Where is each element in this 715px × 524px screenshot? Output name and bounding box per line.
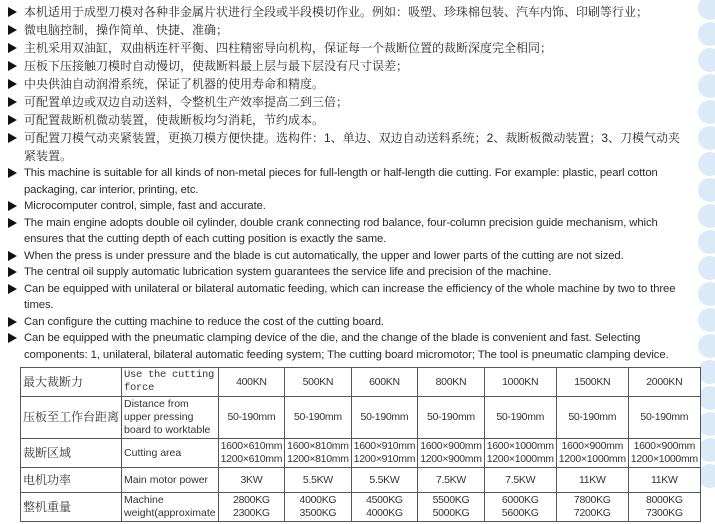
- feature-item: [6, 281, 692, 314]
- spec-value: 11KW: [628, 468, 700, 493]
- feature-item: [6, 75, 692, 93]
- feature-item: [6, 264, 692, 281]
- feature-item: [6, 39, 692, 57]
- triangle-bullet-icon: [8, 115, 17, 125]
- triangle-bullet-icon: [8, 168, 17, 178]
- spec-value: 1600×900mm 1200×900mm: [418, 439, 485, 468]
- spec-value: 500KN: [285, 368, 352, 397]
- feature-text: The main engine adopts double oil cylinder, double crank connecting rod balance, four-column precision guide mechanism, which ensures that the cutting depth of each cutting position is exactly the same.: [24, 216, 658, 245]
- feature-item: [6, 215, 692, 248]
- feature-item: [6, 248, 692, 265]
- spec-label-cn: 电机功率: [21, 468, 122, 493]
- spec-value: 4000KG 3500KG: [285, 493, 352, 522]
- spec-value: 5500KG 5000KG: [418, 493, 485, 522]
- feature-text: Can be equipped with the pneumatic clamping device of the die, and the change of the blade is convenient and fast. Selecting components: 1, unilateral, bilateral automatic feeding system; The cutting board micromotor; The tool is pneumatic clamping device.: [24, 332, 669, 361]
- decorative-circle: [698, 126, 715, 150]
- spec-value: 50-190mm: [418, 397, 485, 439]
- spec-table: [20, 367, 701, 522]
- feature-text: 主机采用双油缸，双曲柄连杆平衡、四柱精密导向机构，保证每一个裁断位置的裁断深度完全相同；: [24, 41, 553, 55]
- spec-value: 1500KN: [556, 368, 628, 397]
- spec-value: 50-190mm: [484, 397, 556, 439]
- feature-item: [6, 111, 692, 129]
- spec-value: 7800KG 7200KG: [556, 493, 628, 522]
- table-row: [21, 468, 701, 493]
- triangle-bullet-icon: [8, 251, 17, 261]
- decorative-circle: [698, 0, 715, 20]
- decorative-circle: [698, 256, 715, 280]
- triangle-bullet-icon: [8, 133, 17, 143]
- decorative-circle: [698, 178, 715, 202]
- feature-item: [6, 198, 692, 215]
- spec-value: 50-190mm: [285, 397, 352, 439]
- feature-text: 可配置刀模气动夹紧装置，更换刀模方便快捷。选构件：1、单边、双边自动送料系统；2、裁断板微动装置；3、刀模气动夹紧装置。: [24, 131, 681, 163]
- feature-item: [6, 57, 692, 75]
- spec-value: 5.5KW: [351, 468, 418, 493]
- feature-text: 微电脑控制，操作简单、快捷、准确；: [24, 23, 229, 37]
- feature-text: 可配置裁断机微动装置，使裁断板均匀消耗，节约成本。: [24, 113, 325, 127]
- spec-value: 2000KN: [628, 368, 700, 397]
- decorative-circle: [698, 282, 715, 306]
- triangle-bullet-icon: [8, 317, 17, 327]
- feature-item: [6, 3, 692, 21]
- feature-item: [6, 330, 692, 363]
- decorative-circle: [698, 230, 715, 254]
- spec-value: 11KW: [556, 468, 628, 493]
- decorative-circle: [698, 308, 715, 332]
- spec-value: 600KN: [351, 368, 418, 397]
- spec-value: 1600×810mm 1200×810mm: [285, 439, 352, 468]
- feature-text: 可配置单边或双边自动送料，令整机生产效率提高二到三倍；: [24, 95, 349, 109]
- spec-label-cn: 最大裁断力: [21, 368, 122, 397]
- decorative-circle: [698, 204, 715, 228]
- triangle-bullet-icon: [8, 201, 17, 211]
- triangle-bullet-icon: [8, 79, 17, 89]
- spec-value: 1600×900mm 1200×1000mm: [628, 439, 700, 468]
- triangle-bullet-icon: [8, 7, 17, 17]
- feature-text: The central oil supply automatic lubrication system guarantees the service life and precision of the machine.: [24, 266, 552, 278]
- triangle-bullet-icon: [8, 284, 17, 294]
- decorative-circle: [698, 100, 715, 124]
- spec-value: 5.5KW: [285, 468, 352, 493]
- feature-text: Microcomputer control, simple, fast and accurate.: [24, 200, 266, 212]
- triangle-bullet-icon: [8, 43, 17, 53]
- feature-text: Can be equipped with unilateral or bilateral automatic feeding, which can increase the efficiency of the whole machine by two to three times.: [24, 282, 676, 311]
- spec-value: 3KW: [218, 468, 285, 493]
- feature-item: [6, 165, 692, 198]
- feature-text: Can configure the cutting machine to reduce the cost of the cutting board.: [24, 315, 384, 328]
- decorative-circle: [698, 334, 715, 358]
- spec-label-en: Main motor power: [122, 468, 219, 493]
- spec-value: 1600×610mm 1200×610mm: [218, 439, 285, 468]
- triangle-bullet-icon: [8, 61, 17, 71]
- feature-item: [6, 314, 692, 331]
- spec-value: 8000KG 7300KG: [628, 493, 700, 522]
- spec-label-cn: 整机重量: [21, 493, 122, 522]
- feature-text: 本机适用于成型刀模对各种非金属片状进行全段或半段模切作业。例如：吸塑、珍珠棉包装、汽车内饰、印刷等行业；: [24, 5, 649, 19]
- spec-value: 7.5KW: [418, 468, 485, 493]
- table-row: [21, 493, 701, 522]
- feature-text: This machine is suitable for all kinds of non-metal pieces for full-length or half-length die cutting. For example: plastic, pearl cotton packaging, car interior, printing, etc.: [24, 167, 658, 196]
- triangle-bullet-icon: [8, 97, 17, 107]
- triangle-bullet-icon: [8, 267, 17, 277]
- spec-value: 1600×900mm 1200×1000mm: [556, 439, 628, 468]
- decorative-circle: [698, 22, 715, 46]
- spec-label-en: Machine weight(approximate: [122, 493, 219, 522]
- spec-value: 1600×910mm 1200×910mm: [351, 439, 418, 468]
- decorative-circle: [698, 74, 715, 98]
- decorative-circle: [698, 152, 715, 176]
- feature-text: 压板下压接触刀模时自动慢切，使裁断料最上层与最下层没有尺寸误差；: [24, 59, 409, 73]
- triangle-bullet-icon: [8, 25, 17, 35]
- feature-text: When the press is under pressure and the blade is cut automatically, the upper and lower parts of the cutting are not sized.: [24, 249, 624, 262]
- spec-value: 800KN: [418, 368, 485, 397]
- features-list-chinese: [6, 3, 692, 165]
- triangle-bullet-icon: [8, 218, 17, 228]
- spec-label-en: Use the cutting force: [122, 368, 219, 397]
- table-row: [21, 439, 701, 468]
- spec-value: 50-190mm: [218, 397, 285, 439]
- feature-text: 中央供油自动润滑系统，保证了机器的使用寿命和精度。: [24, 77, 325, 91]
- spec-label-cn: 压板至工作台距离: [21, 397, 122, 439]
- table-row: [21, 397, 701, 439]
- spec-value: 2800KG 2300KG: [218, 493, 285, 522]
- features-list-english: [6, 165, 692, 363]
- table-row: [21, 368, 701, 397]
- spec-value: 7.5KW: [484, 468, 556, 493]
- feature-item: [6, 21, 692, 39]
- spec-value: 6000KG 5600KG: [484, 493, 556, 522]
- spec-value: 400KN: [218, 368, 285, 397]
- feature-item: [6, 93, 692, 111]
- spec-value: 50-190mm: [351, 397, 418, 439]
- triangle-bullet-icon: [8, 333, 17, 343]
- spec-label-en: Distance from upper pressing board to worktable: [122, 397, 219, 439]
- spec-label-en: Cutting area: [122, 439, 219, 468]
- spec-label-cn: 裁断区域: [21, 439, 122, 468]
- spec-value: 50-190mm: [556, 397, 628, 439]
- spec-value: 4500KG 4000KG: [351, 493, 418, 522]
- decorative-circle: [698, 48, 715, 72]
- spec-value: 50-190mm: [628, 397, 700, 439]
- spec-value: 1000KN: [484, 368, 556, 397]
- spec-value: 1600×1000mm 1200×1000mm: [484, 439, 556, 468]
- feature-item: [6, 129, 692, 165]
